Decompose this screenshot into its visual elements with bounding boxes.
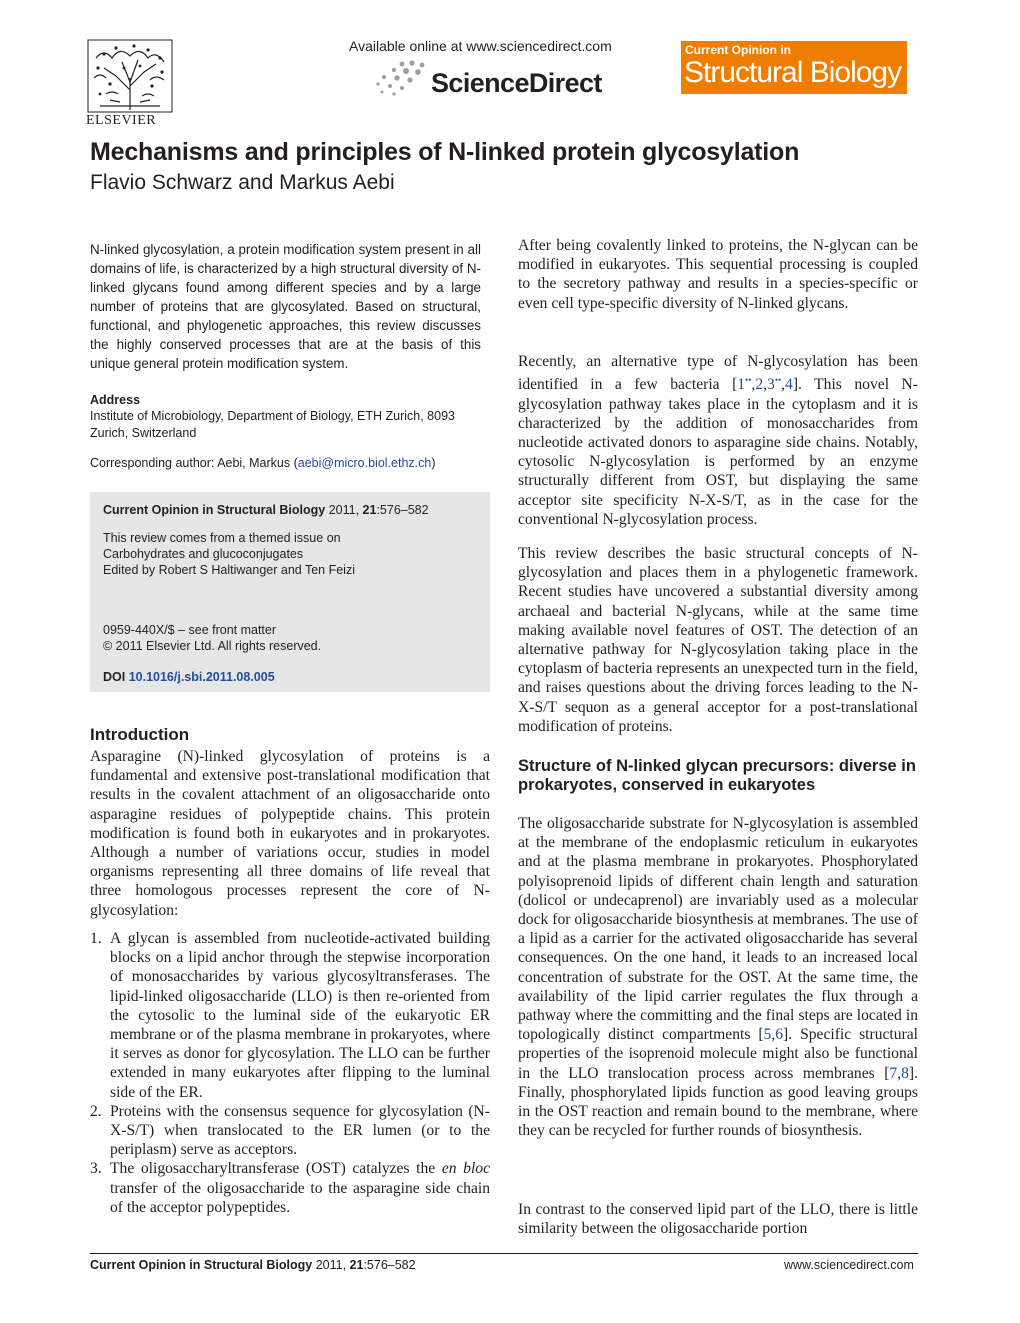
info-journal: Current Opinion in Structural Biology [103, 503, 326, 517]
article-info-box [90, 492, 490, 692]
introduction-paragraph: Asparagine (N)-linked glycosylation of proteins is a fundamental and extensive post-translational modification that results in the covalent attachment of an oligosaccharide onto asparagine residues of polypeptide chains. This protein modification is found both in eukaryotes and in prokaryotes. Although a number of variations occur, studies in model organisms representing all three domains of life reveal that three homologous processes represent the core of N-glycosylation: [90, 748, 490, 919]
corresponding-author [90, 456, 436, 470]
available-online-text: Available online at www.sciencedirect.com [349, 38, 612, 54]
right-paragraph-2 [518, 352, 918, 529]
list-item-text: Proteins with the consensus sequence for glycosylation (N-X-S/T) when translocated to the ER lumen (or to the periplasm) serve as acceptors. [110, 1102, 490, 1159]
paragraph-text: The oligosaccharide substrate for N-glycosylation is assembled at the membrane of the endoplasmic reticulum in eukaryotes and at the plasma membrane in prokaryotes. Phosphorylated polyisoprenoid lipids of different chain length and saturation (dolicol or undecaprenol) are invariably used as a molecular dock for oligosaccharide biosynthesis at membranes. The use of a lipid as a carrier for the activated oligosaccharide has several consequences. On the one hand, it leads to an increased local concentration of substrate for the OST. At the same time, the availability of the lipid carrier regulates the flux through a pathway where the committing and the final steps are located in topologically distinct compartments [ [518, 815, 918, 1044]
doi-label: DOI [103, 670, 129, 684]
footer-journal: Current Opinion in Structural Biology [90, 1258, 313, 1272]
citation-link[interactable]: 5 [763, 1026, 772, 1044]
list-item [90, 929, 490, 1102]
info-volume: 21 [362, 503, 377, 517]
info-pages: :576–582 [376, 503, 429, 517]
info-copyright: © 2011 Elsevier Ltd. All rights reserved. [103, 639, 322, 653]
paragraph-text: Recently, an alternative type of N-glycosylation has been identified in a few bacteria [ [518, 353, 918, 394]
address-line: Institute of Microbiology, Department of Biology, ETH Zurich, 8093 [90, 409, 455, 423]
journal-logo-small: Current Opinion in [685, 43, 791, 57]
citation-importance-bullets: •• [774, 375, 782, 386]
citation-separator: , [781, 376, 786, 394]
paragraph-text: ]. Specific structural properties of the isoprenoid molecule might also be functional in the LLO translocation process across membranes [ [518, 1026, 918, 1082]
footer-pages: :576–582 [363, 1258, 416, 1272]
address-line: Zurich, Switzerland [90, 426, 197, 440]
citation-separator: , [751, 376, 756, 394]
sciencedirect-wordmark: ScienceDirect [431, 68, 602, 98]
core-process-list [90, 929, 490, 1217]
footer-volume: 21 [349, 1258, 364, 1272]
address-heading: Address [90, 393, 141, 407]
list-item-text: The oligosaccharyltransferase (OST) catalyzes the [110, 1160, 442, 1178]
citation-importance-bullets: •• [745, 375, 752, 386]
citation-link[interactable]: 3 [767, 376, 775, 394]
journal-logo [681, 41, 907, 94]
sciencedirect-dots-icon [372, 58, 434, 98]
info-citation [103, 503, 429, 517]
right-paragraph-1: After being covalently linked to proteins, the N-glycan can be modified in eukaryotes. This sequential processing is coupled to the secretory pathway and results in a species-specific or even cell type-specific diversity of N-linked glycans. [518, 237, 918, 312]
info-theme-line: Carbohydrates and glucoconjugates [103, 547, 304, 561]
right-paragraph-3: This review describes the basic structural concepts of N-glycosylation and places them in a phylogenetic framework. Recent studies have uncovered a substantial diversity among archaeal and bacterial N-glycans, while at the same time making available novel features of OST. The detection of an alternative pathway for N-glycosylation taking place in the cytoplasm of bacteria represents an unexpected turn in the field, and raises questions about the driving forces leading to the N-X-S/T sequon as a general acceptor for a post-translational modification of proteins. [518, 545, 918, 735]
right-paragraph-5: In contrast to the conserved lipid part of the LLO, there is little similarity between the oligosaccharide portion [518, 1201, 918, 1238]
paper-authors: Flavio Schwarz and Markus Aebi [90, 171, 395, 194]
paragraph-text: ]. Finally, phosphorylated lipids function as good leaving groups in the OST reaction and remain bound to the membrane, where they can be recycled for further rounds of biosynthesis. [518, 1064, 918, 1140]
info-issn: 0959-440X/$ – see front matter [103, 623, 277, 637]
paper-title: Mechanisms and principles of N-linked protein glycosylation [90, 138, 800, 166]
corresponding-close: ) [431, 456, 436, 470]
info-doi [103, 670, 275, 684]
publisher-name: ELSEVIER [86, 113, 157, 128]
journal-logo-big: Structural Biology [684, 56, 902, 89]
citation-link[interactable]: 7 [889, 1064, 898, 1082]
citation-link[interactable]: 1 [737, 376, 746, 394]
footer-citation [90, 1258, 416, 1272]
citation-separator: , [897, 1064, 902, 1082]
citation-link[interactable]: 2 [755, 376, 764, 394]
address-body [90, 408, 490, 442]
introduction-heading: Introduction [90, 725, 190, 744]
right-paragraph-4 [518, 814, 918, 1140]
info-theme-line: Edited by Robert S Haltiwanger and Ten Feizi [103, 563, 355, 577]
list-item-number: 3. [90, 1160, 102, 1178]
list-item [90, 1102, 490, 1160]
abstract: N-linked glycosylation, a protein modification system present in all domains of life, is characterized by a high structural diversity of N-linked glycans found among different species and by a large number of proteins that are glycosylated. Based on structural, functional, and phylogenetic approaches, this review discusses the highly conserved processes that are at the basis of this unique general protein modification system. [90, 242, 481, 371]
footer-website-link[interactable]: www.sciencedirect.com [784, 1258, 914, 1272]
list-item-text: A glycan is assembled from nucleotide-activated building blocks on a lipid anchor through the stepwise incorporation of monosaccharides by various glycosyltransferases. The lipid-linked oligosaccharide (LLO) is then re-oriented from the cytosolic to the luminal side of the eukaryotic ER membrane or of the plasma membrane in prokaryotes, where it serves as donor for glycosylation. The LLO can be further extended in many eukaryotes after flipping to the luminal side of the ER. [110, 930, 490, 1101]
list-item [90, 1159, 490, 1217]
footer-divider [90, 1253, 918, 1254]
paragraph-text: ]. This novel N-glycosylation pathway takes place in the cytoplasm and it is characterized by the addition of monosaccharides from nucleotide activated donors to asparagine side chains. Notably, cytosolic N-glycosylation is performed by an enzyme structurally different from OST, but displaying the same acceptor site specificity N-X-S/T, as in the case for the conventional N-glycosylation process. [518, 376, 919, 528]
list-item-number: 1. [90, 930, 102, 947]
list-item-italic: en bloc [441, 1160, 490, 1178]
info-year: 2011, [325, 503, 363, 517]
footer-year: 2011, [312, 1258, 350, 1272]
corresponding-label: Corresponding author: Aebi, Markus ( [90, 456, 298, 470]
citation-link[interactable]: 6 [775, 1026, 784, 1044]
citation-link[interactable]: 4 [785, 376, 793, 394]
author-email-link[interactable]: aebi@micro.biol.ethz.ch [297, 456, 432, 470]
citation-separator: , [771, 1026, 776, 1044]
info-theme-line: This review comes from a themed issue on [103, 531, 341, 545]
citation-separator: , [763, 376, 768, 394]
section-heading: Structure of N-linked glycan precursors: diverse in prokaryotes, conserved in eukaryotes [518, 757, 916, 794]
doi-link[interactable]: 10.1016/j.sbi.2011.08.005 [128, 670, 275, 684]
citation-link[interactable]: 8 [901, 1064, 909, 1082]
list-item-number: 2. [90, 1102, 102, 1120]
list-item-text: transfer of the oligosaccharide to the asparagine side chain of the acceptor polypeptides. [110, 1179, 490, 1216]
